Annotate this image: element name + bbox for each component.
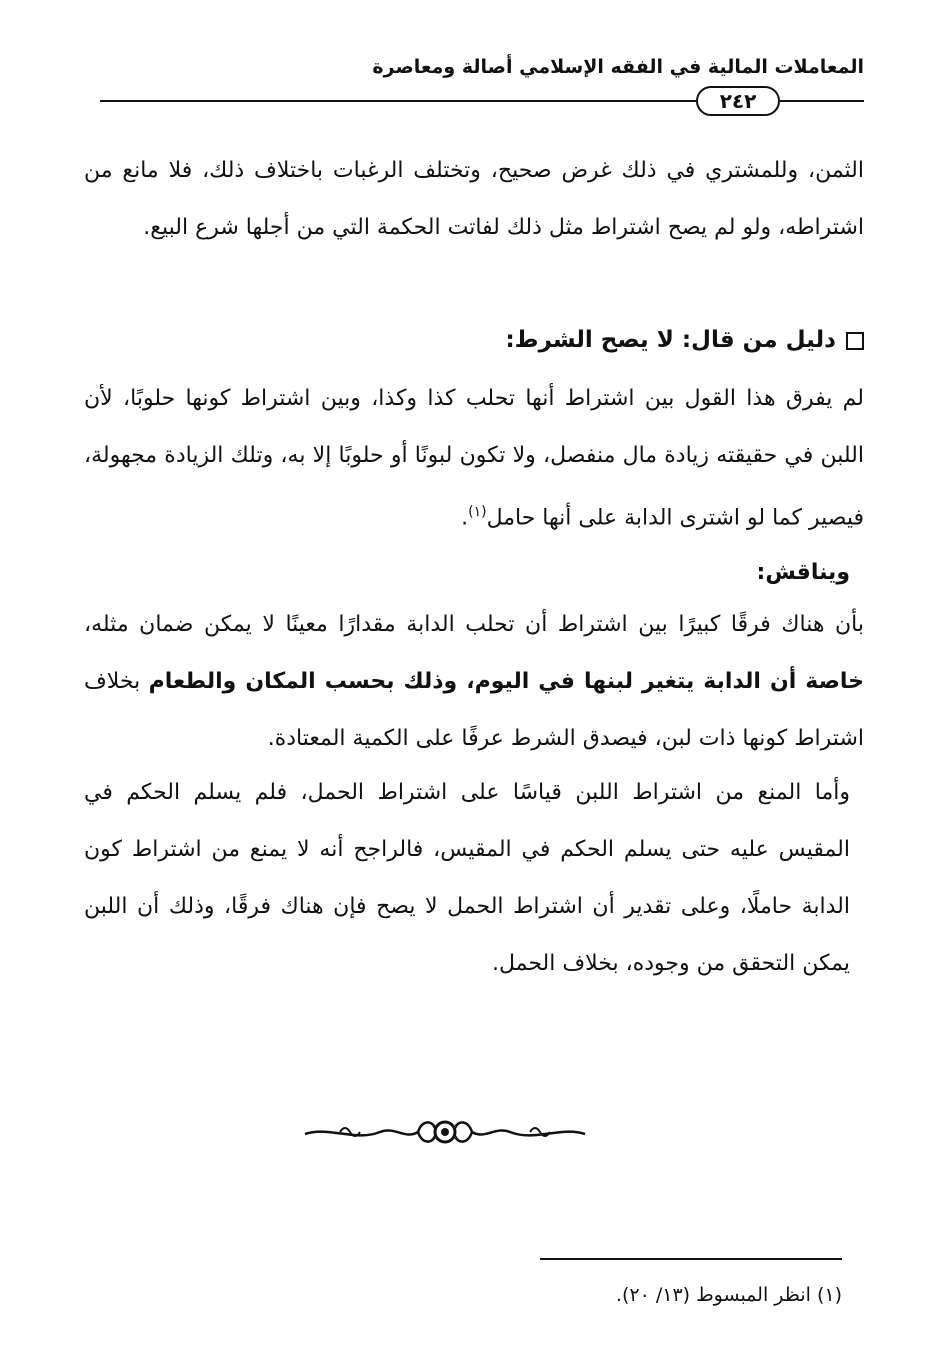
decorative-ornament-icon <box>300 1112 590 1152</box>
paragraph-continuation: الثمن، وللمشتري في ذلك غرض صحيح، وتختلف الرغبات باختلاف ذلك، فلا مانع من اشتراطه، ولو لم يصح اشتراط مثل ذلك لفاتت الحكمة التي من أجلها شرع البيع. <box>84 158 864 240</box>
paragraph-discussion-part-a: بأن هناك فرقًا كبيرًا بين اشتراط أن تحلب الدابة مقدارًا معينًا لا يمكن ضمان مثله، <box>84 612 864 637</box>
header-rule-right <box>780 100 864 102</box>
discussion-heading: ويناقش: <box>756 560 850 585</box>
square-bullet-icon <box>846 332 864 350</box>
section-heading-text: دليل من قال: لا يصح الشرط: <box>505 327 836 353</box>
paragraph-discussion-part-b: خاصة أن الدابة يتغير لبنها في اليوم، وذلك بحسب المكان والطعام <box>148 669 865 694</box>
paragraph-evidence-text: لم يفرق هذا القول بين اشتراط أنها تحلب كذا وكذا، وبين اشتراط كونها حلوبًا، لأن اللبن في حقيقته زيادة مال منفصل، ولا تكون لبونًا أو حلوبًا إلا به، وتلك الزيادة مجهولة، فيصير كما لو اشترى الدابة على أنها حامل <box>84 386 864 531</box>
footnote-marker: (١) <box>468 504 487 520</box>
running-title: المعاملات المالية في الفقه الإسلامي أصالة ومعاصرة <box>372 56 864 78</box>
footnote-separator <box>540 1258 842 1260</box>
paragraph-discussion-part-c: بخلاف اشتراط كونها ذات لبن، فيصدق الشرط عرفًا على الكمية المعتادة. <box>84 669 864 751</box>
paragraph-evidence-end: . <box>461 505 469 531</box>
footnote-1: (١) انظر المبسوط (١٣/ ٢٠). <box>615 1284 842 1306</box>
section-heading <box>84 318 864 362</box>
paragraph-evidence <box>84 370 864 546</box>
page-number: ٢٤٢ <box>696 86 780 116</box>
paragraph-analogy: وأما المنع من اشتراط اللبن قياسًا على اشتراط الحمل، فلم يسلم الحكم في المقيس عليه حتى يسلم الحكم في المقيس، فالراجح أنه لا يمنع من اشتراط كون الدابة حاملًا، وعلى تقدير أن اشتراط الحمل لا يصح فإن هناك فرقًا، وذلك أن اللبن يمكن التحقق من وجوده، بخلاف الحمل. <box>84 780 850 976</box>
header-rule-left <box>100 100 696 102</box>
paragraph-discussion <box>84 596 864 767</box>
